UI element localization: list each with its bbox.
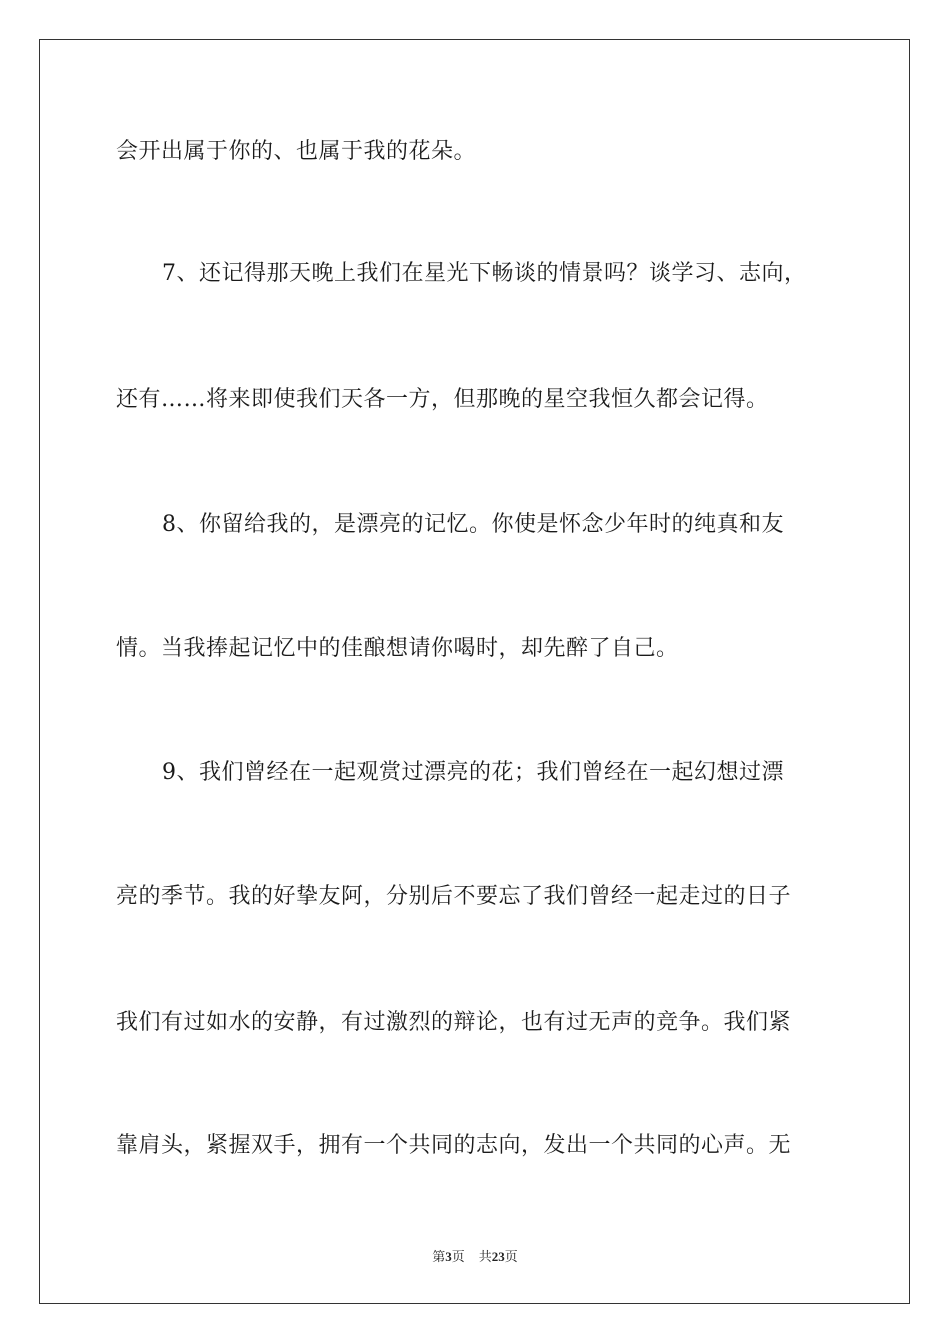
text-line-5: 情。当我捧起记忆中的佳酿想请你喝时，却先醉了自己。 bbox=[116, 636, 679, 661]
text-line-3: 还有……将来即使我们天各一方，但那晚的星空我恒久都会记得。 bbox=[116, 387, 769, 412]
text-line-8: 我们有过如水的安静，有过激烈的辩论，也有过无声的竞争。我们紧 bbox=[116, 1010, 792, 1035]
text-line-4: 8、你留给我的，是漂亮的记忆。你使是怀念少年时的纯真和友 bbox=[162, 512, 784, 537]
page-footer bbox=[0, 1248, 950, 1267]
page-number: 3 bbox=[445, 1249, 452, 1264]
text-line-1: 会开出属于你的、也属于我的花朵。 bbox=[116, 139, 477, 164]
total-label-prefix: 共 bbox=[478, 1250, 492, 1265]
total-label-suffix: 页 bbox=[504, 1250, 518, 1265]
page-border bbox=[39, 39, 910, 1304]
text-line-6: 9、我们曾经在一起观赏过漂亮的花；我们曾经在一起幻想过漂 bbox=[162, 760, 784, 785]
text-line-2: 7、还记得那天晚上我们在星光下畅谈的情景吗？谈学习、志向， bbox=[162, 261, 807, 286]
total-pages: 23 bbox=[491, 1249, 505, 1264]
page-label-prefix: 第 bbox=[432, 1250, 446, 1265]
page-label-suffix: 页 bbox=[451, 1250, 465, 1265]
text-line-9: 靠肩头，紧握双手，拥有一个共同的志向，发出一个共同的心声。无 bbox=[116, 1133, 792, 1158]
text-line-7: 亮的季节。我的好挚友阿，分别后不要忘了我们曾经一起走过的日子 bbox=[116, 884, 792, 909]
